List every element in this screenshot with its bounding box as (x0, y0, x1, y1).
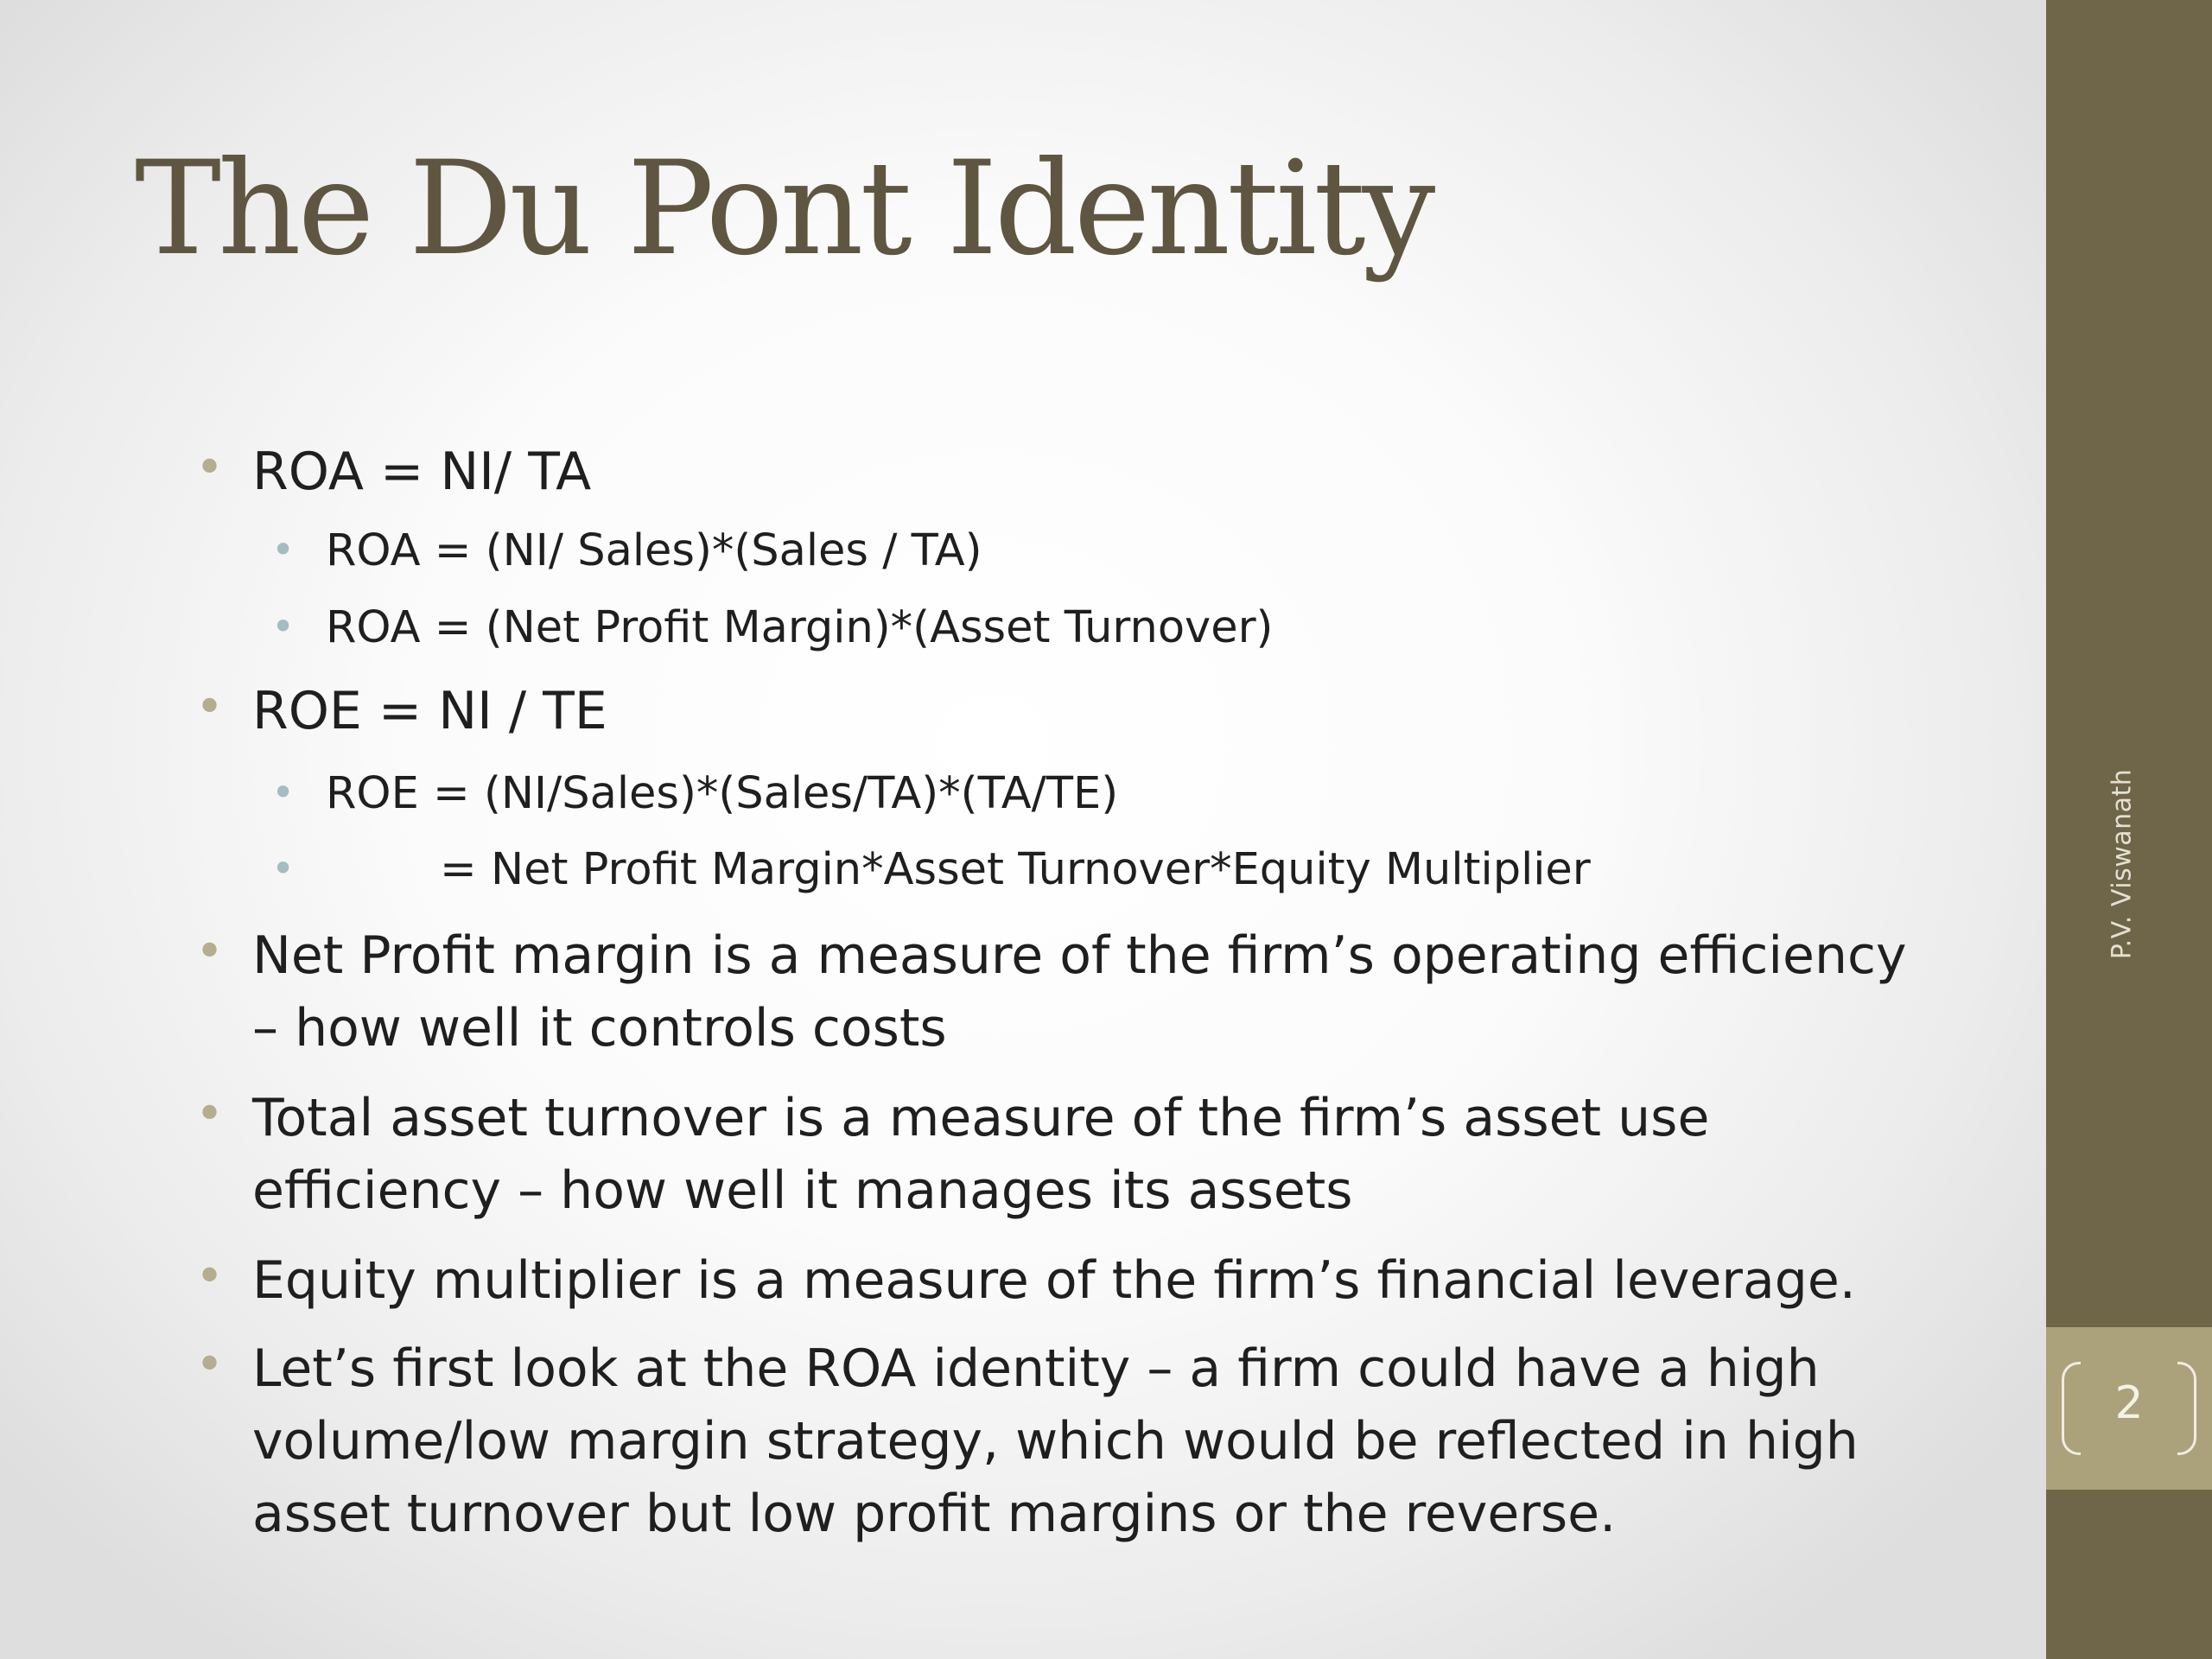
bullet-text-line: volume/low margin strategy, which would be reflected in high (252, 1411, 1859, 1471)
bullet-item-equity-multiplier (195, 1244, 1856, 1317)
sub-bullet-roe-terms (271, 838, 1591, 902)
page-number-box (2046, 1327, 2212, 1490)
bullet-item-net-profit-margin (195, 919, 1907, 1065)
bullet-item-roa-identity (195, 1332, 1859, 1550)
bullet-item-asset-turnover (195, 1082, 1710, 1227)
right-bracket-icon (2177, 1362, 2196, 1455)
bullet-text-line: efficiency – how well it manages its assets (252, 1160, 1353, 1221)
bullet-text-line: Let’s first look at the ROA identity – a firm could have a high (252, 1338, 1820, 1399)
bullet-dot-icon: • (195, 924, 225, 980)
sub-bullet-roa-margin (271, 596, 1274, 660)
bullet-dot-icon: • (195, 440, 225, 496)
bullet-text-line: ROA = (NI/ Sales)*(Sales / TA) (326, 525, 982, 576)
bullet-text: = Net Profit Margin*Asset Turnover*Equity Multiplier (440, 844, 1591, 895)
bullet-item-roa (195, 435, 592, 508)
author-label: P.V. Viswanath (2107, 768, 2138, 960)
sub-bullet-dot-icon: • (271, 526, 296, 573)
sub-bullet-dot-icon: • (271, 603, 296, 650)
bullet-text-line: Net Profit margin is a measure of the firm’s operating efficiency (252, 925, 1907, 986)
page-number: 2 (2114, 1377, 2144, 1429)
slide-title: The Du Pont Identity (135, 134, 1433, 284)
sub-bullet-dot-icon: • (271, 845, 296, 892)
sub-bullet-roe-ratios (271, 762, 1119, 826)
bullet-text-line: asset turnover but low profit margins or the reverse. (252, 1484, 1617, 1544)
bullet-item-roe (195, 675, 607, 747)
bullet-dot-icon: • (195, 1249, 225, 1305)
bullet-text-line (326, 838, 1591, 902)
bullet-dot-icon: • (195, 679, 225, 735)
bullet-text-line: Total asset turnover is a measure of the firm’s asset use (252, 1088, 1710, 1148)
bullet-text-line: Equity multiplier is a measure of the firm’s financial leverage. (252, 1250, 1856, 1311)
bullet-text-line: ROE = (NI/Sales)*(Sales/TA)*(TA/TE) (326, 768, 1119, 819)
bullet-text-line: ROA = (Net Profit Margin)*(Asset Turnover) (326, 602, 1274, 653)
bullet-text-line: – how well it controls costs (252, 998, 947, 1058)
sub-bullet-roa-sales (271, 519, 982, 583)
sub-bullet-dot-icon: • (271, 769, 296, 816)
bullet-dot-icon: • (195, 1086, 225, 1142)
bullet-text-line: ROE = NI / TE (252, 681, 607, 741)
bullet-dot-icon: • (195, 1337, 225, 1393)
bullet-text-line: ROA = NI/ TA (252, 442, 592, 502)
